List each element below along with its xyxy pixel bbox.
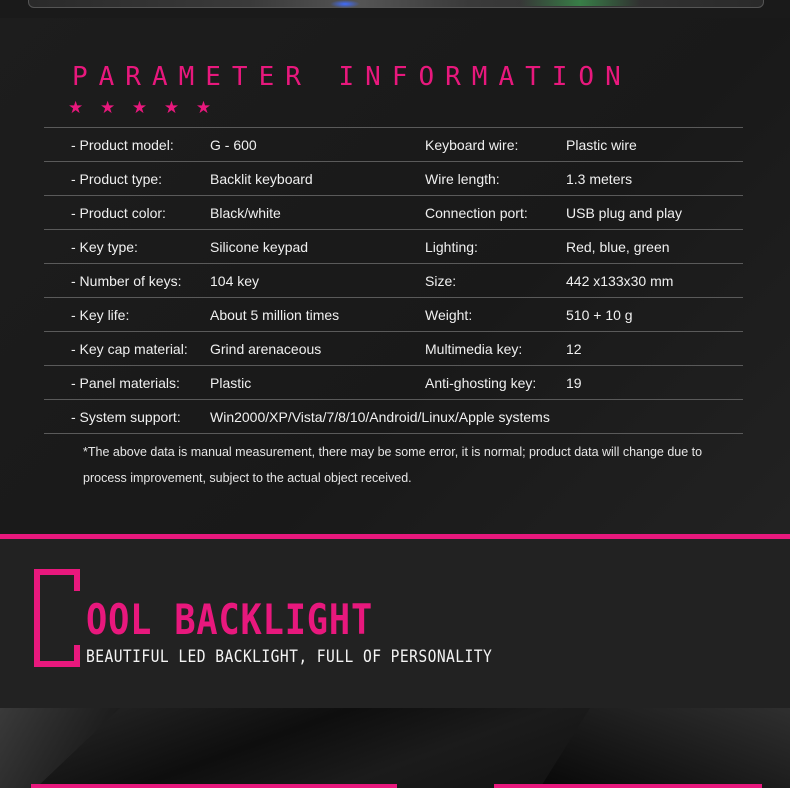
spec-value: Black/white bbox=[210, 205, 281, 221]
spec-label: Wire length: bbox=[425, 171, 500, 187]
spec-value: 12 bbox=[566, 341, 582, 357]
spec-value: Plastic bbox=[210, 375, 252, 391]
photo-shadow-shape bbox=[0, 708, 120, 788]
spec-label: - Product color: bbox=[71, 205, 166, 221]
cool-backlight-title: OOL BACKLIGHT bbox=[86, 595, 374, 644]
cool-backlight-subtitle: BEAUTIFUL LED BACKLIGHT, FULL OF PERSONALITY bbox=[86, 647, 493, 667]
spec-row bbox=[44, 332, 743, 366]
spec-value: About 5 million times bbox=[210, 307, 340, 323]
spec-row bbox=[44, 264, 743, 298]
spec-table bbox=[44, 127, 743, 434]
spec-value: USB plug and play bbox=[566, 205, 682, 221]
spec-label: - System support: bbox=[71, 409, 181, 425]
spec-label: - Key cap material: bbox=[71, 341, 188, 357]
spec-label: - Key type: bbox=[71, 239, 138, 255]
pink-accent-bar bbox=[31, 784, 397, 788]
blue-led-glow bbox=[330, 0, 360, 8]
spec-value: Grind arenaceous bbox=[210, 341, 322, 357]
spec-value: 104 key bbox=[210, 273, 260, 289]
spec-label: Multimedia key: bbox=[425, 341, 523, 357]
spec-row bbox=[44, 230, 743, 264]
parameter-section bbox=[0, 18, 790, 534]
spec-value: 510 + 10 g bbox=[566, 307, 633, 323]
spec-label: Weight: bbox=[425, 307, 473, 323]
spec-value: 1.3 meters bbox=[566, 171, 633, 187]
spec-value: Red, blue, green bbox=[566, 239, 670, 255]
spec-row bbox=[44, 196, 743, 230]
spec-label: - Key life: bbox=[71, 307, 130, 323]
spec-value: Silicone keypad bbox=[210, 239, 309, 255]
pink-accent-bar bbox=[494, 784, 762, 788]
spec-value: Win2000/XP/Vista/7/8/10/Android/Linux/Apple systems bbox=[210, 409, 550, 425]
parameter-title: PARAMETER INFORMATION bbox=[72, 62, 632, 92]
spec-label: - Number of keys: bbox=[71, 273, 182, 289]
spec-label: Lighting: bbox=[425, 239, 478, 255]
spec-value: Backlit keyboard bbox=[210, 171, 313, 187]
spec-label: Keyboard wire: bbox=[425, 137, 519, 153]
spec-value: Plastic wire bbox=[566, 137, 637, 153]
spec-row bbox=[44, 400, 743, 434]
photo-shadow-shape bbox=[540, 708, 790, 788]
spec-value: G - 600 bbox=[210, 137, 257, 153]
spec-row bbox=[44, 128, 743, 162]
product-photo-area bbox=[0, 708, 790, 788]
spec-row bbox=[44, 162, 743, 196]
disclaimer-note: *The above data is manual measurement, there may be some error, it is normal; product data will change due to process improvement, subject to the actual object received. bbox=[83, 445, 703, 485]
spec-label: - Product type: bbox=[71, 171, 163, 187]
spec-label: - Panel materials: bbox=[71, 375, 180, 391]
spec-row bbox=[44, 298, 743, 332]
star-rating-decoration: ★ ★ ★ ★ ★ bbox=[68, 98, 218, 117]
spec-label: Connection port: bbox=[425, 205, 528, 221]
spec-row bbox=[44, 366, 743, 400]
cool-backlight-section bbox=[0, 539, 790, 708]
spec-label: - Product model: bbox=[71, 137, 174, 153]
green-led-glow bbox=[520, 0, 640, 6]
spec-value: 442 x133x30 mm bbox=[566, 273, 674, 289]
large-c-letter-graphic bbox=[34, 569, 74, 667]
keyboard-edge-image bbox=[28, 0, 764, 8]
product-image-strip bbox=[0, 0, 790, 18]
spec-value: 19 bbox=[566, 375, 582, 391]
spec-label: Size: bbox=[425, 273, 457, 289]
spec-label: Anti-ghosting key: bbox=[425, 375, 537, 391]
